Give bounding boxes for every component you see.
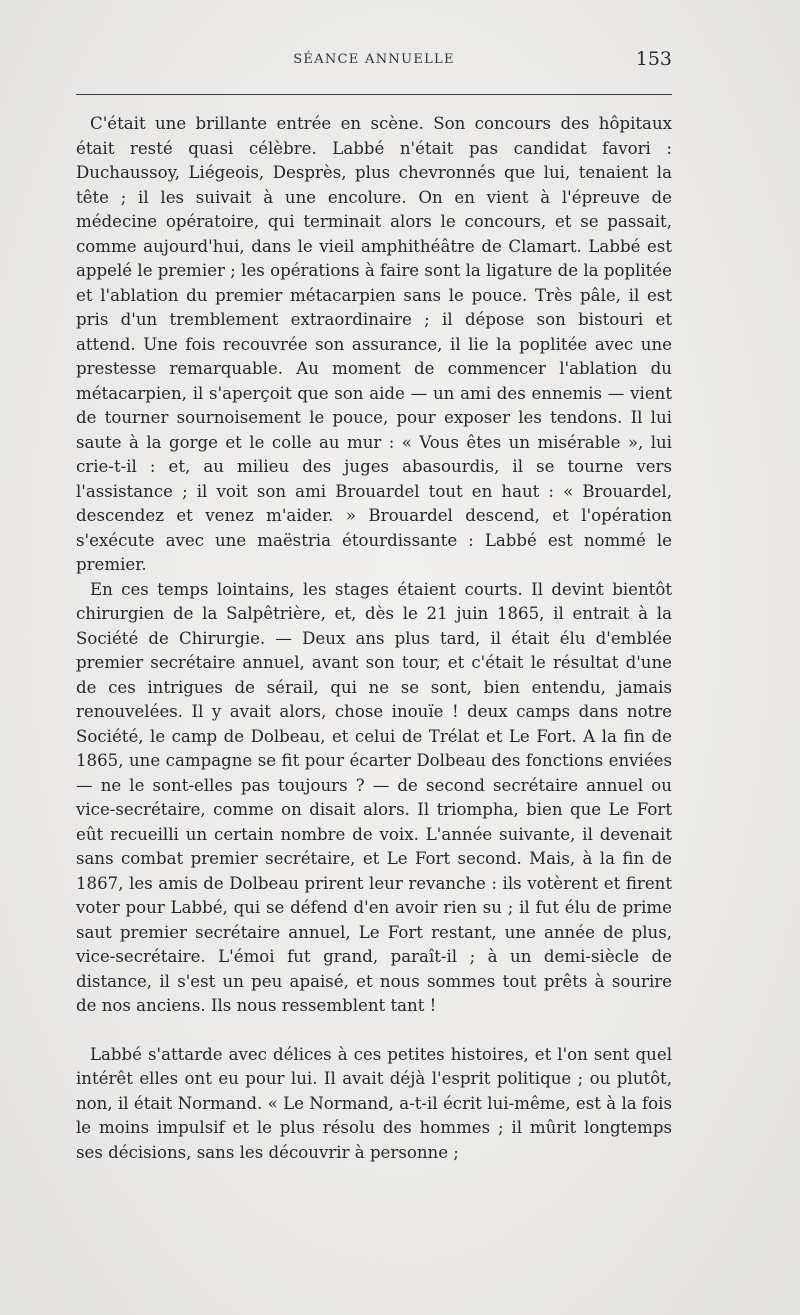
body-text [76,112,672,1165]
page-header [76,48,672,78]
header-rule [76,94,672,95]
paragraph-2: En ces temps lointains, les stages étaient courts. Il devint bientôt chirurgien de la Salpêtrière, et, dès le 21 juin 1865, il entrait à la Société de Chirurgie. — Deux ans plus tard, il était élu d'emblée premier secrétaire annuel, avant son tour, et c'était le résultat d'une de ces intrigues de sérail, qui ne se sont, bien entendu, jamais renouvelées. Il y avait alors, chose inouïe ! deux camps dans notre Société, le camp de Dolbeau, et celui de Trélat et Le Fort. A la fin de 1865, une campagne se fit pour écarter Dolbeau des fonctions enviées — ne le sont-elles pas toujours ? — de second secrétaire annuel ou vice-secrétaire, comme on disait alors. Il triompha, bien que Le Fort eût recueilli un certain nombre de voix. L'année suivante, il devenait sans combat premier secrétaire, et Le Fort second. Mais, à la fin de 1867, les amis de Dolbeau prirent leur revanche : ils votèrent et firent voter pour Labbé, qui se défend d'en avoir rien su ; il fut élu de prime saut premier secrétaire annuel, Le Fort restant, une année de plus, vice-secrétaire. L'émoi fut grand, paraît-il ; à un demi-siècle de distance, il s'est un peu apaisé, et nous sommes tout prêts à sourire de nos anciens. Ils nous ressemblent tant ! [76,579,672,1015]
page-number: 153 [635,48,672,70]
paragraph-3: Labbé s'attarde avec délices à ces petites histoires, et l'on sent quel intérêt elles ont eu pour lui. Il avait déjà l'esprit politique ; ou plutôt, non, il était Normand. « Le Normand, a-t-il écrit lui-même, est à la fois le moins impulsif et le plus résolu des hommes ; il mûrit longtemps ses décisions, sans les découvrir à personne ; [76,1044,672,1162]
paragraph-1: C'était une brillante entrée en scène. Son concours des hôpitaux était resté quasi célèbre. Labbé n'était pas candidat favori : Duchaussoy, Liégeois, Desprès, plus chevronnés que lui, tenaient la tête ; il les suivait à une encolure. On en vient à l'épreuve de médecine opératoire, qui terminait alors le concours, et se passait, comme aujourd'hui, dans le vieil amphithéâtre de Clamart. Labbé est appelé le premier ; les opérations à faire sont la ligature de la poplitée et l'ablation du premier métacarpien sans le pouce. Très pâle, il est pris d'un tremblement extraordinaire ; il dépose son bistouri et attend. Une fois recouvrée son assurance, il lie la poplitée avec une prestesse remarquable. Au moment de commencer l'ablation du métacarpien, il s'aperçoit que son aide — un ami des ennemis — vient de tourner sournoisement le pouce, pour exposer les tendons. Il lui saute à la gorge et le colle au mur : « Vous êtes un misérable », lui crie-t-il : et, au milieu des juges abasourdis, il se tourne vers l'assistance ; il voit son ami Brouardel tout en haut : « Brouardel, descendez et venez m'aider. » Brouardel descend, et l'opération s'exécute avec une maëstria étourdissante : Labbé est nommé le premier. [76,114,672,574]
running-head: SÉANCE ANNUELLE [293,52,455,67]
